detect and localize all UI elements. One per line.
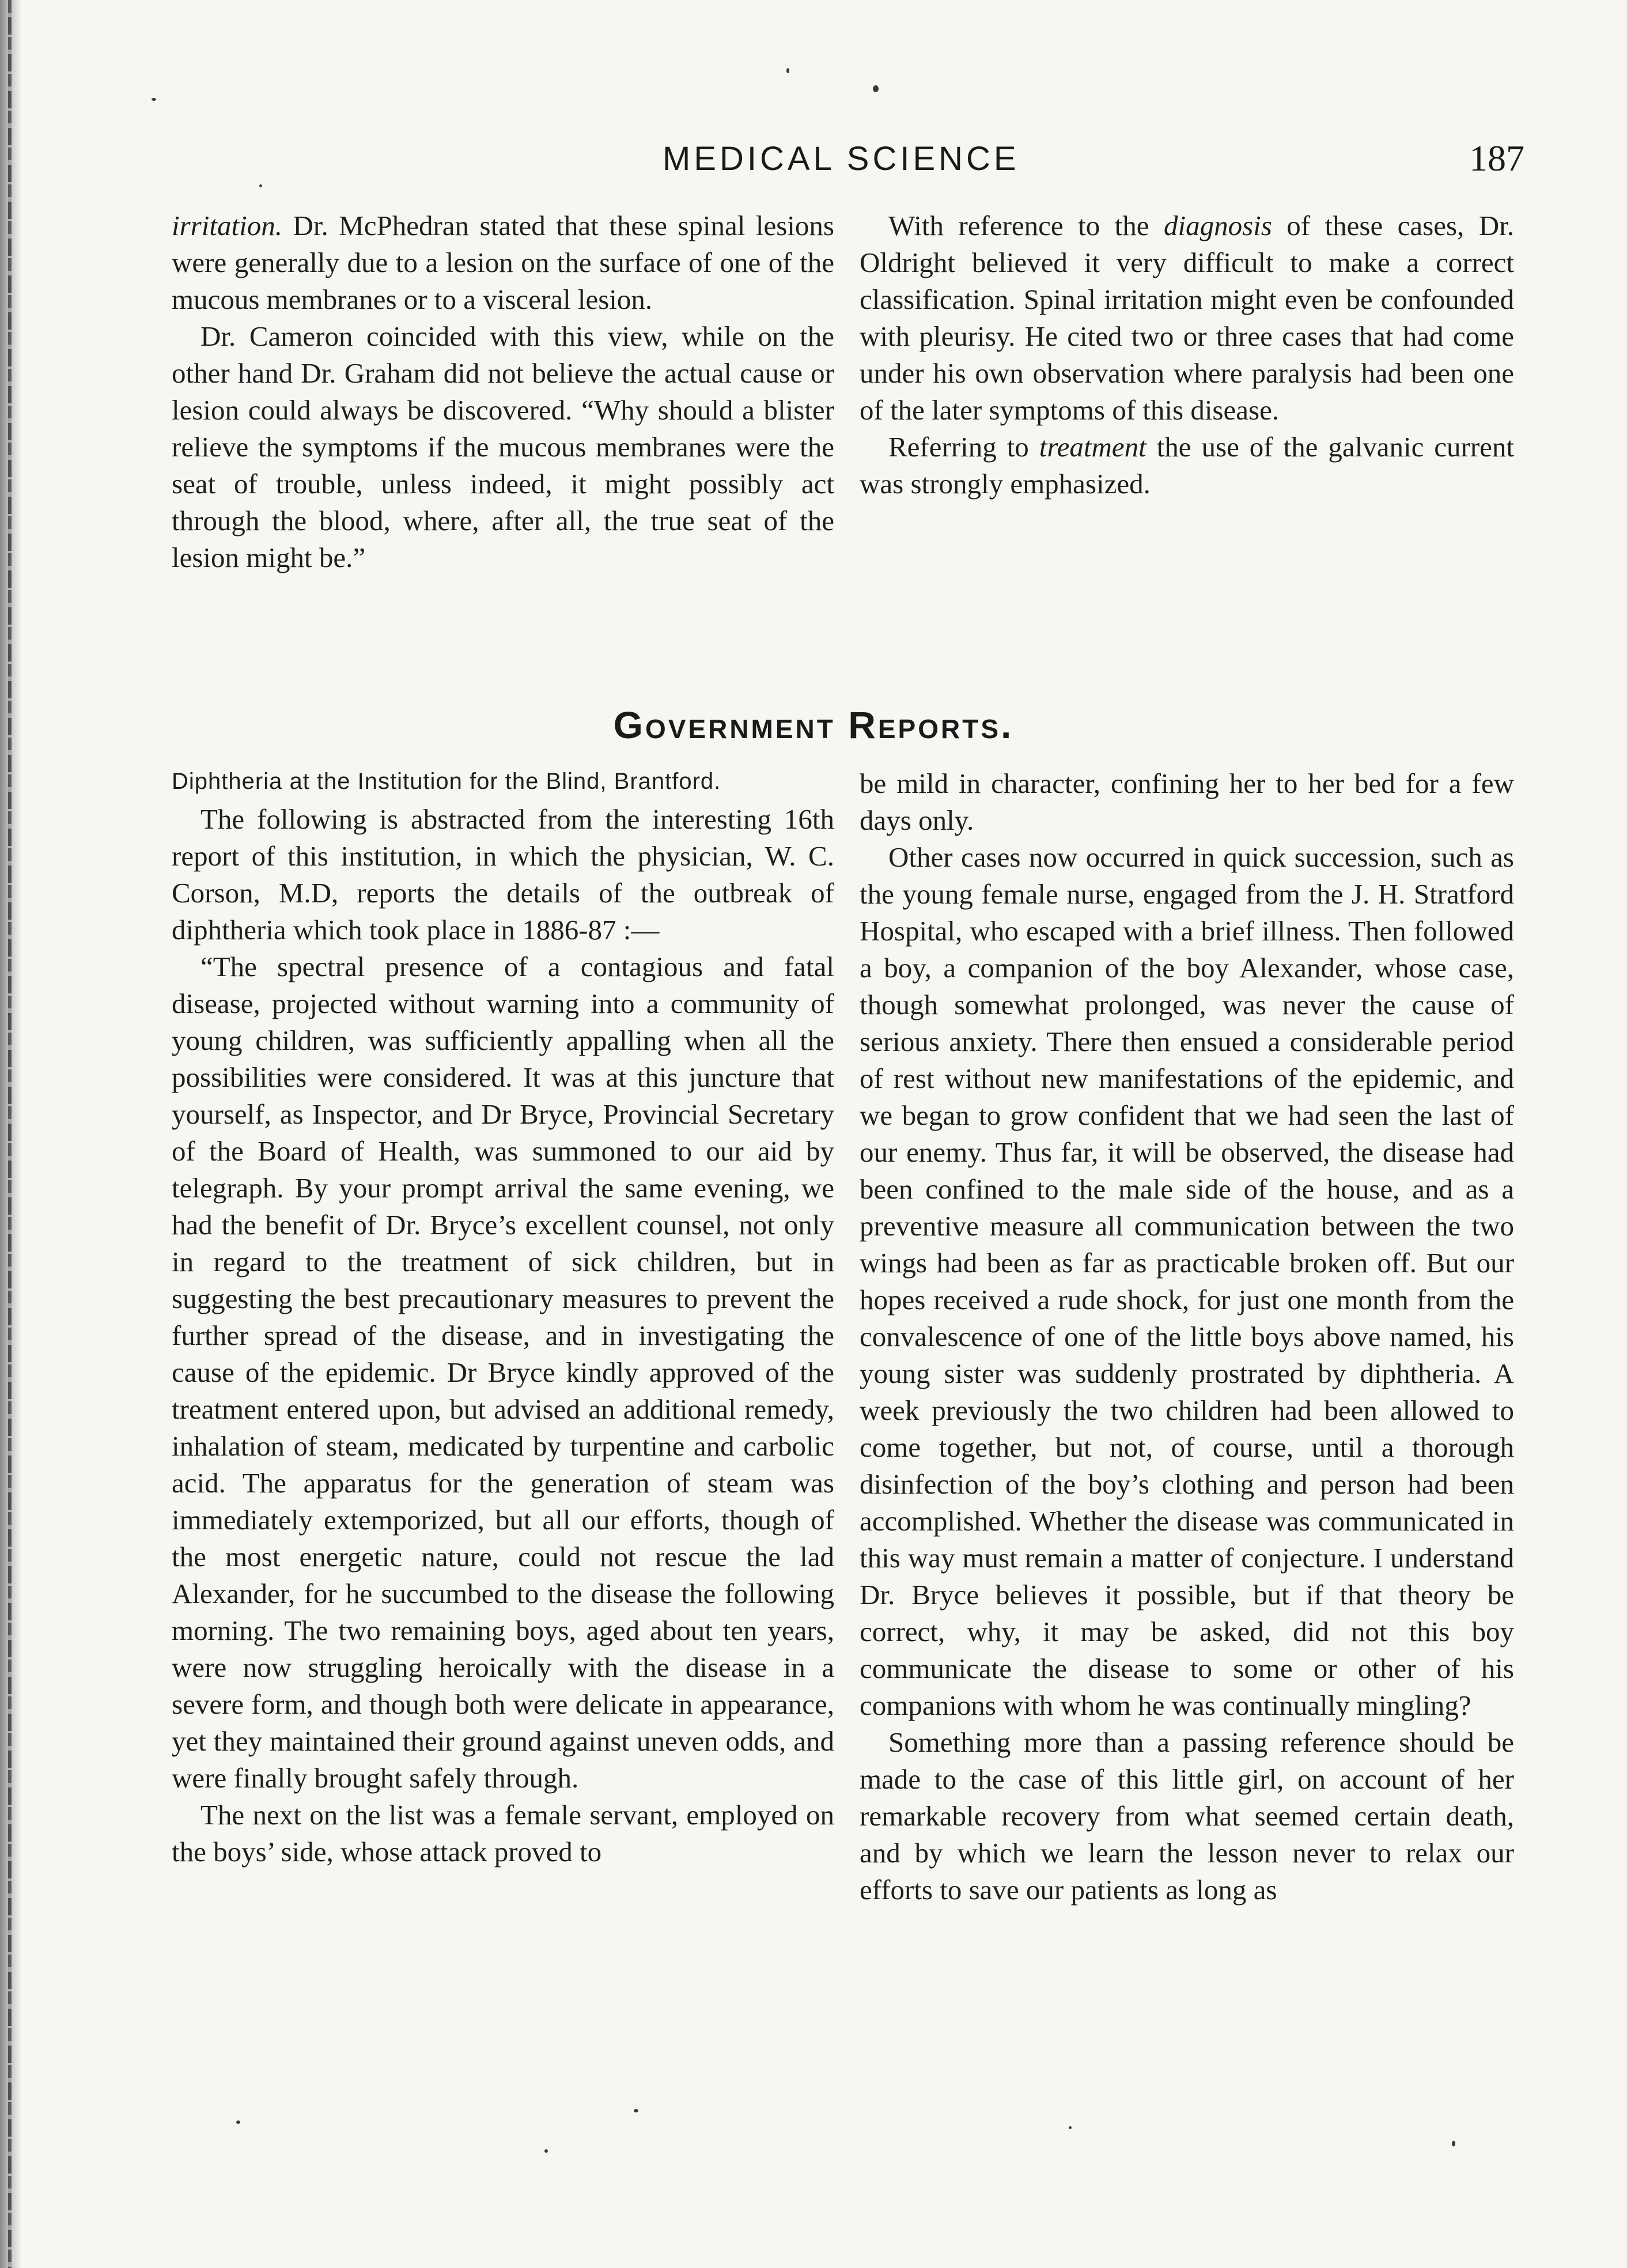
scan-speck (1452, 2141, 1455, 2146)
paragraph: The next on the list was a female servant, employed on the boys’ side, whose attack proved to (172, 1799, 834, 1868)
paragraph-text: of these cases, Dr. Oldright believed it very difficult to make a correct classification. Spinal irritation might even be confounded with pleurisy. He cited two or three cases that had come under his own observation where paralysis had been one of the later symptoms of this disease. (860, 210, 1514, 426)
scan-speck (786, 68, 789, 73)
scan-speck (236, 2120, 240, 2124)
paragraph: Dr. Cameron coincided with this view, while on the other hand Dr. Graham did not believe the actual cause or lesion could always be discovered. “Why should a blister relieve the symptoms if the mucous membranes were the seat of trouble, unless indeed, it might possibly act through the blood, where, after all, the true seat of the lesion might be.” (172, 320, 834, 573)
scan-speck (152, 98, 156, 101)
top-left-column (172, 207, 834, 576)
page-binding-edge (0, 0, 22, 2268)
bottom-left-column (172, 765, 834, 1870)
paragraph (860, 207, 1514, 429)
section-title: MEDICAL SCIENCE (663, 140, 1020, 177)
scan-speck (1069, 2126, 1072, 2129)
paragraph-text: With reference to the (888, 210, 1164, 241)
paragraph-text: Referring to (888, 431, 1039, 463)
running-head (0, 137, 1627, 189)
top-right-column (860, 207, 1514, 502)
paragraph: Something more than a passing reference should be made to the case of this little girl, on account of her remarkable recovery from what seemed certain death, and by which we learn the lesson never to relax our efforts to save our patients as long as (860, 1726, 1514, 1906)
article-subheading: Diphtheria at the Institution for the Blind, Brantford. (172, 769, 721, 794)
paragraph (172, 207, 834, 318)
paragraph: “The spectral presence of a contagious and fatal disease, projected without warning into a community of young children, was sufficiently appalling when all the possibilities were considered. It was at this juncture that yourself, as Inspector, and Dr Bryce, Provincial Secretary of the Board of Health, was summoned to our aid by telegraph. By your prompt arrival the same evening, we had the benefit of Dr. Bryce’s excellent counsel, not only in regard to the treatment of sick children, but in suggesting the best precautionary measures to prevent the further spread of the disease, and in investigating the cause of the epidemic. Dr Bryce kindly approved of the treatment entered upon, but advised an additional remedy, inhalation of steam, medicated by turpentine and carbolic acid. The apparatus for the generation of steam was immediately extemporized, but all our efforts, though of the most energetic nature, could not rescue the lad Alexander, for he succumbed to the disease the following morning. The two remaining boys, aged about ten years, were now struggling heroically with the disease in a severe form, and though both were delicate in appearance, yet they maintained their ground against uneven odds, and were finally brought safely through. (172, 951, 834, 1794)
scan-speck (873, 85, 879, 92)
paragraph (860, 429, 1514, 502)
paragraph: be mild in character, confining her to her bed for a few days only. (860, 768, 1514, 836)
paragraph: Other cases now occurred in quick succession, such as the young female nurse, engaged from the J. H. Stratford Hospital, who escaped with a brief illness. Then followed a boy, a companion of the boy Alexander, whose case, though somewhat prolonged, was never the cause of serious anxiety. There then ensued a considerable period of rest without new manifestations of the epidemic, and we began to grow confident that we had seen the last of our enemy. Thus far, it will be observed, the disease had been confined to the male side of the house, and as a preventive measure all communication between the two wings had been as far as practicable broken off. But our hopes received a rude shock, for just one month from the convalescence of one of the little boys above named, his young sister was suddenly prostrated by diphtheria. A week previously the two children had been allowed to come together, but not, of course, until a thorough disinfection of the boy’s clothing and person had been accomplished. Whether the disease was communicated in this way must remain a matter of conjecture. I understand Dr. Bryce believes it possible, but if that theory be correct, why, it may be asked, did not this boy communicate the disease to some or other of his companions with whom he was continually mingling? (860, 841, 1514, 1721)
paragraph: The following is abstracted from the interesting 16th report of this institution, in which the physician, W. C. Corson, M.D, reports the details of the outbreak of diphtheria which took place in 1886-87 :— (172, 803, 834, 946)
emphasis: treatment (1039, 431, 1147, 463)
scan-speck (634, 2109, 638, 2112)
paragraph-text: the use of the galvanic current was strongly emphasized. (860, 431, 1515, 500)
section-heading: Government Reports. (613, 703, 1014, 746)
scan-speck (544, 2149, 548, 2153)
emphasis: irritation. (172, 210, 282, 241)
bottom-right-column (860, 765, 1514, 1908)
page-number: 187 (1469, 138, 1524, 179)
emphasis: diagnosis (1163, 210, 1272, 241)
paragraph-text: Dr. McPhedran stated that these spinal lesions were generally due to a lesion on the surface of one of the mucous membranes or to a visceral lesion. (172, 210, 834, 315)
